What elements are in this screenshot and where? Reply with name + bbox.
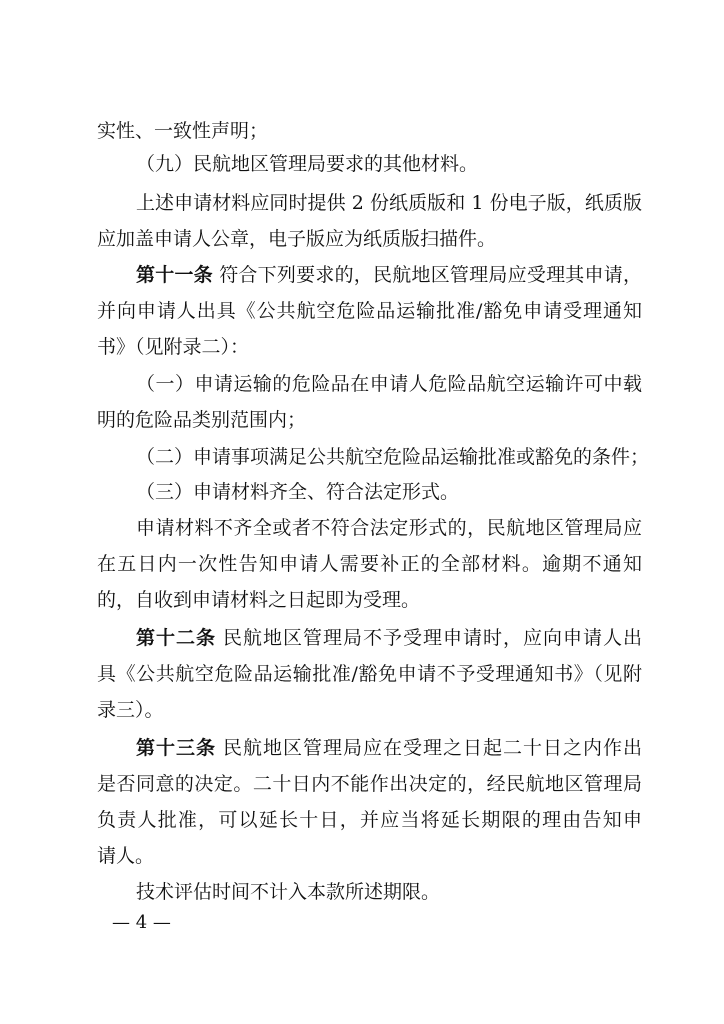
- paragraph-line: 是否同意的决定。二十日内不能作出决定的，经民航地区管理局: [97, 773, 642, 795]
- paragraph-line: （九）民航地区管理局要求的其他材料。: [136, 153, 479, 175]
- paragraph-line: 书》（见附录二）：: [97, 336, 250, 358]
- paragraph-line: 并向申请人出具《公共航空危险品运输批准/豁免申请受理通知: [97, 300, 642, 322]
- paragraph-line: 的，自收到申请材料之日起即为受理。: [97, 589, 421, 611]
- paragraph-line: 申请材料不齐全或者不符合法定形式的，民航地区管理局应: [136, 517, 642, 539]
- paragraph-line: 在五日内一次性告知申请人需要补正的全部材料。逾期不通知: [97, 553, 642, 575]
- paragraph-line: （一）申请运输的危险品在申请人危险品航空运输许可中载: [136, 373, 642, 395]
- paragraph-line: 实性、一致性声明；: [97, 120, 269, 142]
- paragraph-line: 应加盖申请人公章，电子版应为纸质版扫描件。: [97, 228, 497, 250]
- article-heading-line: [136, 730, 642, 766]
- paragraph-line: 上述申请材料应同时提供 2 份纸质版和 1 份电子版，纸质版: [136, 192, 642, 214]
- paragraph-line: 具《公共航空危险品运输批准/豁免申请不予受理通知书》（见附: [97, 663, 642, 685]
- paragraph-line: 负责人批准，可以延长十日，并应当将延长期限的理由告知申: [97, 809, 642, 831]
- article-heading-line: [136, 620, 642, 656]
- article-body-11: 符合下列要求的，民航地区管理局应受理其申请，: [219, 264, 642, 286]
- paragraph-line: 请人。: [97, 845, 155, 867]
- article-body-12: 民航地区管理局不予受理申请时，应向申请人出: [223, 627, 642, 649]
- paragraph-line: （三）申请材料齐全、符合法定形式。: [136, 481, 460, 503]
- article-heading-line: [136, 257, 642, 293]
- paragraph-line: 录三）。: [97, 699, 164, 721]
- article-heading-12: 第十二条: [136, 627, 216, 649]
- article-heading-11: 第十一条: [136, 264, 213, 286]
- page-number: — 4 —: [112, 912, 171, 933]
- paragraph-line: 明的危险品类别范围内；: [97, 409, 307, 431]
- article-heading-13: 第十三条: [136, 737, 216, 759]
- paragraph-line: 技术评估时间不计入本款所述期限。: [136, 881, 441, 903]
- article-body-13: 民航地区管理局应在受理之日起二十日之内作出: [223, 737, 642, 759]
- paragraph-line: （二）申请事项满足公共航空危险品运输批准或豁免的条件；: [136, 446, 650, 468]
